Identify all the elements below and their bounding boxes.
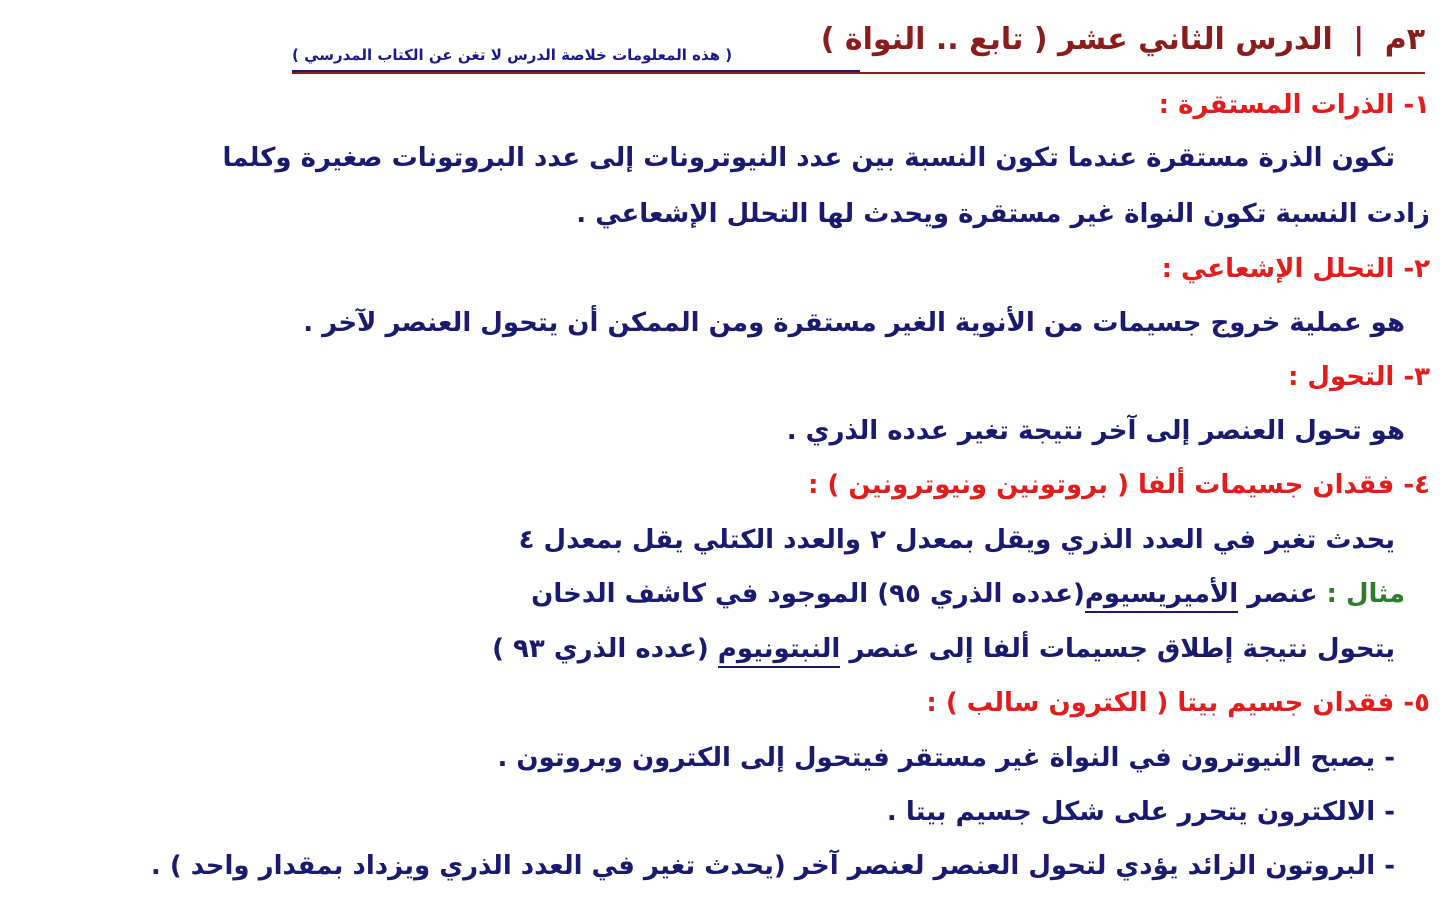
section-4-heading: ٤- فقدان جسيمات ألفا ( بروتونين ونيوترونين ) : (807, 470, 1430, 500)
example-label: مثال : (1326, 579, 1405, 609)
title-underline (292, 72, 1425, 74)
title-text: الدرس الثاني عشر ( تابع .. النواة ) (820, 22, 1333, 57)
section-5-bullet-3: - البروتون الزائد يؤدي لتحول العنصر لعنصر آخر (يحدث تغير في العدد الذري ويزداد بمقدار واحد ) . (150, 851, 1395, 881)
section-5-bullet-2: - الالكترون يتحرر على شكل جسيم بيتا . (886, 797, 1395, 827)
note-underline (292, 70, 860, 72)
section-3-line-1: هو تحول العنصر إلى آخر نتيجة تغير عدده الذري . (786, 416, 1405, 446)
example-text-b: (عدده الذري ٩٥) الموجود في كاشف الدخان (531, 579, 1085, 609)
neptunium-term: النبتونيوم (718, 634, 841, 668)
americium-term: الأميريسيوم (1085, 579, 1238, 613)
summary-note: ( هذه المعلومات خلاصة الدرس لا تغن عن الكتاب المدرسي ) (292, 46, 733, 64)
line3-text-a: يتحول نتيجة إطلاق جسيمات ألفا إلى عنصر (849, 634, 1395, 664)
section-1-heading: ١- الذرات المستقرة : (1158, 90, 1430, 120)
section-5-heading: ٥- فقدان جسيم بيتا ( الكترون سالب ) : (926, 688, 1430, 718)
section-4-example (0, 579, 1405, 609)
section-1-line-1: تكون الذرة مستقرة عندما تكون النسبة بين عدد النيوترونات إلى عدد البروتونات صغيرة وكلما (222, 143, 1395, 173)
section-4-line-3 (0, 634, 1395, 664)
example-text-a: عنصر (1247, 579, 1318, 609)
grade-label: ٣م (1384, 22, 1425, 57)
title-separator: | (1353, 22, 1365, 57)
section-5-bullet-1: - يصبح النيوترون في النواة غير مستقر فيتحول إلى الكترون وبروتون . (497, 743, 1395, 773)
section-4-line-1: يحدث تغير في العدد الذري ويقل بمعدل ٢ والعدد الكتلي يقل بمعدل ٤ (518, 525, 1395, 555)
section-3-heading: ٣- التحول : (1287, 362, 1430, 392)
section-1-line-2: زادت النسبة تكون النواة غير مستقرة ويحدث لها التحلل الإشعاعي . (576, 199, 1430, 229)
line3-text-b: (عدده الذري ٩٣ ) (492, 634, 709, 664)
section-2-heading: ٢- التحلل الإشعاعي : (1161, 254, 1430, 284)
section-2-line-1: هو عملية خروج جسيمات من الأنوية الغير مستقرة ومن الممكن أن يتحول العنصر لآخر . (303, 308, 1405, 338)
